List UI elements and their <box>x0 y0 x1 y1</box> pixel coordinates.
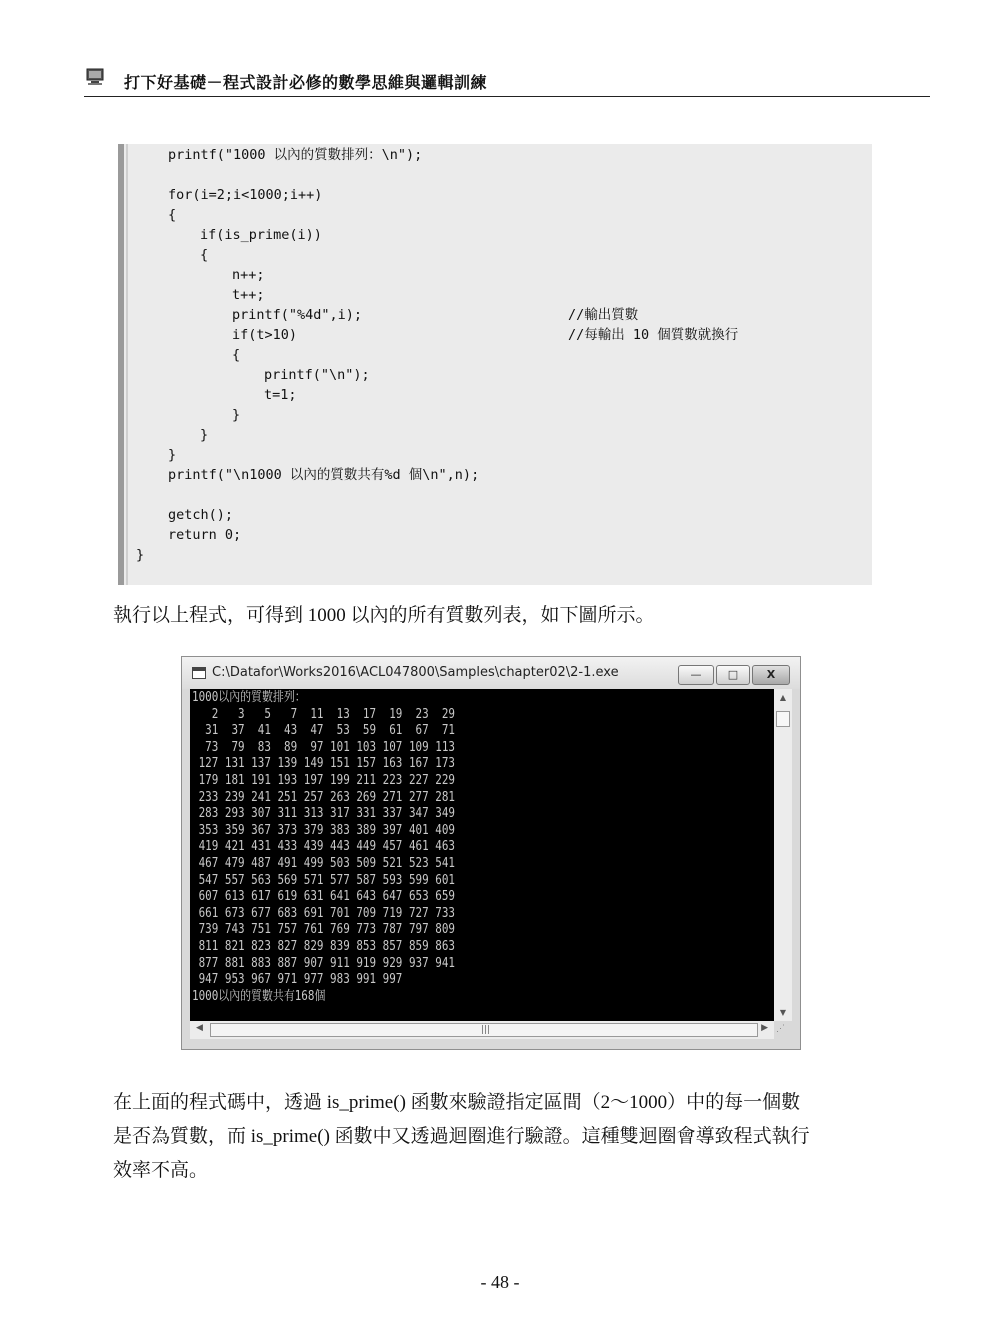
vertical-scroll-thumb[interactable] <box>776 711 790 727</box>
code-text: return 0; <box>168 527 242 543</box>
console-line: 661 673 677 683 691 701 709 719 727 733 <box>192 905 455 921</box>
code-block <box>118 144 872 585</box>
code-text: { <box>200 247 209 263</box>
console-line: 1000以內的質數排列： <box>192 690 306 705</box>
code-text: t++; <box>232 287 265 303</box>
code-text: } <box>200 427 209 443</box>
paragraph-line: 效率不高。 <box>113 1160 209 1181</box>
horizontal-scrollbar[interactable] <box>190 1021 774 1039</box>
console-app-icon <box>192 667 206 679</box>
console-output <box>190 689 774 1021</box>
code-line <box>136 245 479 265</box>
code-line <box>136 305 639 325</box>
code-text: } <box>232 407 241 423</box>
code-text: } <box>168 447 177 463</box>
code-line <box>136 205 479 225</box>
code-line <box>136 525 479 545</box>
code-text: for(i=2;i<1000;i++) <box>168 187 323 203</box>
code-text: n++; <box>232 267 265 283</box>
code-text: getch(); <box>168 507 234 523</box>
code-line <box>136 285 479 305</box>
console-line: 1000以內的質數共有168個 <box>192 988 326 1004</box>
code-line <box>136 325 739 345</box>
console-line: 419 421 431 433 439 443 449 457 461 463 <box>192 839 455 855</box>
code-comment: //每輸出 10 個質數就換行 <box>568 327 739 343</box>
code-line <box>136 445 479 465</box>
maximize-button[interactable]: □ <box>716 665 750 685</box>
console-line: 467 479 487 491 499 503 509 521 523 541 <box>192 856 455 871</box>
page-header <box>84 66 930 97</box>
code-line <box>136 345 479 365</box>
console-line: 2 3 5 7 11 13 17 19 23 29 <box>192 706 455 722</box>
code-line <box>136 485 479 505</box>
paragraph-intro: 執行以上程式，可得到 1000 以內的所有質數列表，如下圖所示。 <box>113 605 655 626</box>
vertical-scrollbar[interactable] <box>774 689 792 1021</box>
code-line <box>136 505 479 525</box>
code-block-bar-inner <box>126 144 128 585</box>
code-line <box>136 365 479 385</box>
code-line <box>136 165 479 185</box>
code-line <box>136 185 479 205</box>
code-line <box>136 145 479 165</box>
paragraph-explanation <box>113 1086 873 1188</box>
code-text: printf("%4d",i); <box>232 307 363 323</box>
scroll-up-arrow-icon[interactable]: ▲ <box>779 693 787 702</box>
code-line <box>136 465 479 485</box>
code-text: printf("\n1000 以內的質數共有%d 個\n",n); <box>168 467 480 483</box>
console-line: 877 881 883 887 907 911 919 929 937 941 <box>192 955 455 971</box>
console-line: 607 613 617 619 631 641 643 647 653 659 <box>192 889 455 905</box>
code-line <box>136 385 479 405</box>
code-comment: //輸出質數 <box>568 307 639 323</box>
code-text: printf("1000 以內的質數排列：\n"); <box>168 147 423 163</box>
paragraph-line: 是否為質數，而 is_prime() 函數中又透過迴圈進行驗證。這種雙迴圈會導致程式執行 <box>113 1126 810 1147</box>
resize-grip-icon[interactable]: ⋰ <box>776 1023 785 1033</box>
scroll-left-arrow-icon[interactable]: ◀ <box>196 1023 203 1033</box>
code-lines <box>136 145 739 565</box>
code-line <box>136 225 479 245</box>
computer-icon <box>86 68 104 86</box>
code-text: t=1; <box>264 387 297 403</box>
console-line: 127 131 137 139 149 151 157 163 167 173 <box>192 756 455 772</box>
scroll-down-arrow-icon[interactable]: ▼ <box>779 1008 787 1017</box>
code-text: { <box>232 347 241 363</box>
code-line <box>136 265 479 285</box>
code-line <box>136 425 479 445</box>
console-line: 31 37 41 43 47 53 59 61 67 71 <box>192 723 455 739</box>
scroll-right-arrow-icon[interactable]: ▶ <box>761 1023 768 1033</box>
console-line: 73 79 83 89 97 101 103 107 109 113 <box>192 739 455 755</box>
close-button[interactable]: X <box>752 665 790 685</box>
minimize-button[interactable]: — <box>678 665 714 685</box>
grip-icon: ||| <box>481 1025 491 1035</box>
window-titlebar <box>182 657 800 689</box>
code-line <box>136 405 479 425</box>
console-window-screenshot <box>181 656 801 1050</box>
console-line: 547 557 563 569 571 577 587 593 599 601 <box>192 872 455 888</box>
code-text: } <box>136 547 145 563</box>
page-number: - 48 - <box>480 1272 520 1292</box>
console-line: 233 239 241 251 257 263 269 271 277 281 <box>192 789 455 805</box>
console-line: 811 821 823 827 829 839 853 857 859 863 <box>192 939 455 954</box>
console-line: 283 293 307 311 313 317 331 337 347 349 <box>192 806 455 822</box>
code-text: if(t>10) <box>232 327 298 343</box>
code-text: { <box>168 207 177 223</box>
console-line: 947 953 967 971 977 983 991 997 <box>192 972 403 988</box>
paragraph-line: 在上面的程式碼中，透過 is_prime() 函數來驗證指定區間（2～1000）中的每一個數 <box>113 1092 801 1113</box>
horizontal-scroll-thumb[interactable] <box>210 1023 758 1037</box>
book-title: 打下好基礎－程式設計必修的數學思維與邏輯訓練 <box>124 73 488 92</box>
code-text: if(is_prime(i)) <box>200 227 322 243</box>
code-text: printf("\n"); <box>264 367 370 383</box>
console-line: 739 743 751 757 761 769 773 787 797 809 <box>192 922 455 938</box>
console-line: 179 181 191 193 197 199 211 223 227 229 <box>192 773 455 788</box>
window-title: C:\Datafor\Works2016\ACL047800\Samples\chapter02\2-1.exe <box>212 665 619 680</box>
code-block-bar <box>118 144 124 585</box>
code-line <box>136 545 479 565</box>
console-line: 353 359 367 373 379 383 389 397 401 409 <box>192 822 455 838</box>
